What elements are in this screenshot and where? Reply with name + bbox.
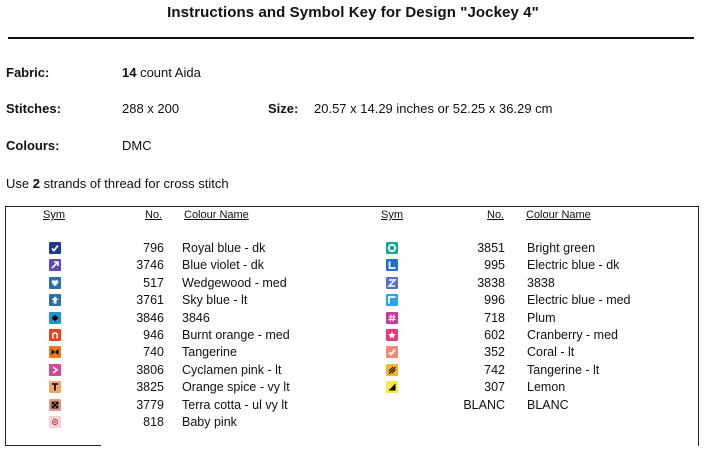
stitches-label: Stitches: <box>6 101 61 116</box>
colour-name: Royal blue - dk <box>182 241 266 255</box>
left-key-row <box>49 327 349 344</box>
right-name-header: Colour Name <box>526 209 591 221</box>
t-icon <box>49 381 61 393</box>
dmc-number: 995 <box>484 258 505 273</box>
hash-icon <box>386 312 398 324</box>
right-key-row <box>386 310 686 327</box>
cross-icon <box>49 399 61 411</box>
right-key-row <box>386 257 686 274</box>
right-no-header: No. <box>487 209 505 221</box>
dmc-number: 3779 <box>136 397 164 412</box>
left-key-row <box>49 379 349 396</box>
dmc-number: 517 <box>143 275 164 290</box>
right-sym-header: Sym <box>381 209 403 221</box>
colour-name: Coral - lt <box>527 345 575 360</box>
left-key-row <box>49 414 349 431</box>
fabric-type: count Aida <box>136 65 201 80</box>
check-icon <box>49 242 61 254</box>
colour-name: Tangerine - lt <box>527 362 600 377</box>
colour-name: Baby pink <box>182 415 237 429</box>
right-key-row <box>386 327 686 344</box>
left-key-row <box>49 275 349 292</box>
gamma-icon <box>386 294 398 306</box>
colour-name: Blue violet - dk <box>182 258 264 273</box>
left-key-row <box>49 292 349 309</box>
page-title: Instructions and Symbol Key for Design "Jockey 4" <box>167 4 539 21</box>
dmc-number: 3825 <box>136 380 164 395</box>
ring-icon <box>386 242 398 254</box>
colour-name: Burnt orange - med <box>182 328 290 342</box>
left-key-row <box>49 362 349 379</box>
dmc-number: 742 <box>484 362 505 377</box>
dmc-number: 3838 <box>477 275 505 290</box>
colours-value: DMC <box>122 138 152 153</box>
right-key-row <box>386 362 686 379</box>
strand-count: 2 <box>32 176 40 191</box>
magnet-icon <box>49 329 61 341</box>
dmc-number: 3851 <box>477 241 505 255</box>
stitches-value: 288 x 200 <box>122 101 180 116</box>
corner-icon <box>386 259 398 271</box>
colour-name: BLANC <box>527 397 569 412</box>
left-key-row <box>49 310 349 327</box>
right-key-row <box>386 397 686 414</box>
up-arrow-icon <box>49 294 61 306</box>
dmc-number: 3746 <box>136 258 164 273</box>
thread-note: Use 2 strands of thread for cross stitch <box>6 176 229 191</box>
size-value: 20.57 x 14.29 inches or 52.25 x 36.29 cm <box>314 101 553 116</box>
colour-name: Electric blue - med <box>527 293 631 308</box>
left-no-header: No. <box>145 209 163 221</box>
right-key-row <box>386 344 686 361</box>
colour-name: Cranberry - med <box>527 328 618 342</box>
dmc-number: 796 <box>143 241 164 255</box>
fabric-value <box>122 65 201 80</box>
colour-name: Orange spice - vy lt <box>182 380 290 395</box>
fabric-label: Fabric: <box>6 65 50 80</box>
left-key-row <box>49 257 349 274</box>
dot-icon <box>49 416 61 428</box>
star-icon <box>386 329 398 341</box>
colours-label: Colours: <box>6 138 60 153</box>
left-key-row <box>49 344 349 361</box>
dmc-number: 996 <box>484 293 505 308</box>
z-icon <box>386 277 398 289</box>
symbol-key-bottom-rule <box>5 445 101 446</box>
right-key-row <box>386 292 686 309</box>
check-icon <box>386 346 398 358</box>
dmc-number: 3806 <box>136 362 164 377</box>
arrow-icon <box>49 259 61 271</box>
left-key-row <box>49 240 349 257</box>
left-sym-header: Sym <box>43 209 65 221</box>
left-name-header: Colour Name <box>184 209 249 221</box>
dmc-number: BLANC <box>463 397 505 412</box>
colour-name: Cyclamen pink - lt <box>182 362 282 377</box>
right-key-row <box>386 275 686 292</box>
colour-name: Electric blue - dk <box>527 258 620 273</box>
chevron-icon <box>49 364 61 376</box>
right-key-row <box>386 240 686 257</box>
left-key-row <box>49 397 349 414</box>
diamond-icon <box>49 312 61 324</box>
dmc-number: 740 <box>143 345 164 360</box>
dmc-number: 3761 <box>136 293 164 308</box>
stripes-icon <box>386 364 398 376</box>
dmc-number: 307 <box>484 380 505 395</box>
title-rule <box>8 37 694 39</box>
colour-name: Tangerine <box>182 345 237 360</box>
colour-name: Sky blue - lt <box>182 293 248 308</box>
colour-name: Terra cotta - ul vy lt <box>182 397 288 412</box>
colour-name: 3838 <box>527 275 555 290</box>
fabric-count: 14 <box>122 65 137 80</box>
dmc-number: 3846 <box>136 310 164 325</box>
bowtie-icon <box>49 346 61 358</box>
blank-icon <box>386 399 398 411</box>
colour-name: Bright green <box>527 241 596 255</box>
dmc-number: 718 <box>484 310 505 325</box>
dmc-number: 946 <box>143 328 164 342</box>
colour-name: Plum <box>527 310 556 325</box>
size-label: Size: <box>268 101 299 116</box>
right-key-row <box>386 379 686 396</box>
colour-name: Lemon <box>527 380 566 395</box>
dmc-number: 818 <box>143 415 164 429</box>
colour-name: 3846 <box>182 310 210 325</box>
dmc-number: 352 <box>484 345 505 360</box>
dmc-number: 602 <box>484 328 505 342</box>
triangle-icon <box>386 381 398 393</box>
heart-icon <box>49 277 61 289</box>
colour-name: Wedgewood - med <box>182 275 287 290</box>
